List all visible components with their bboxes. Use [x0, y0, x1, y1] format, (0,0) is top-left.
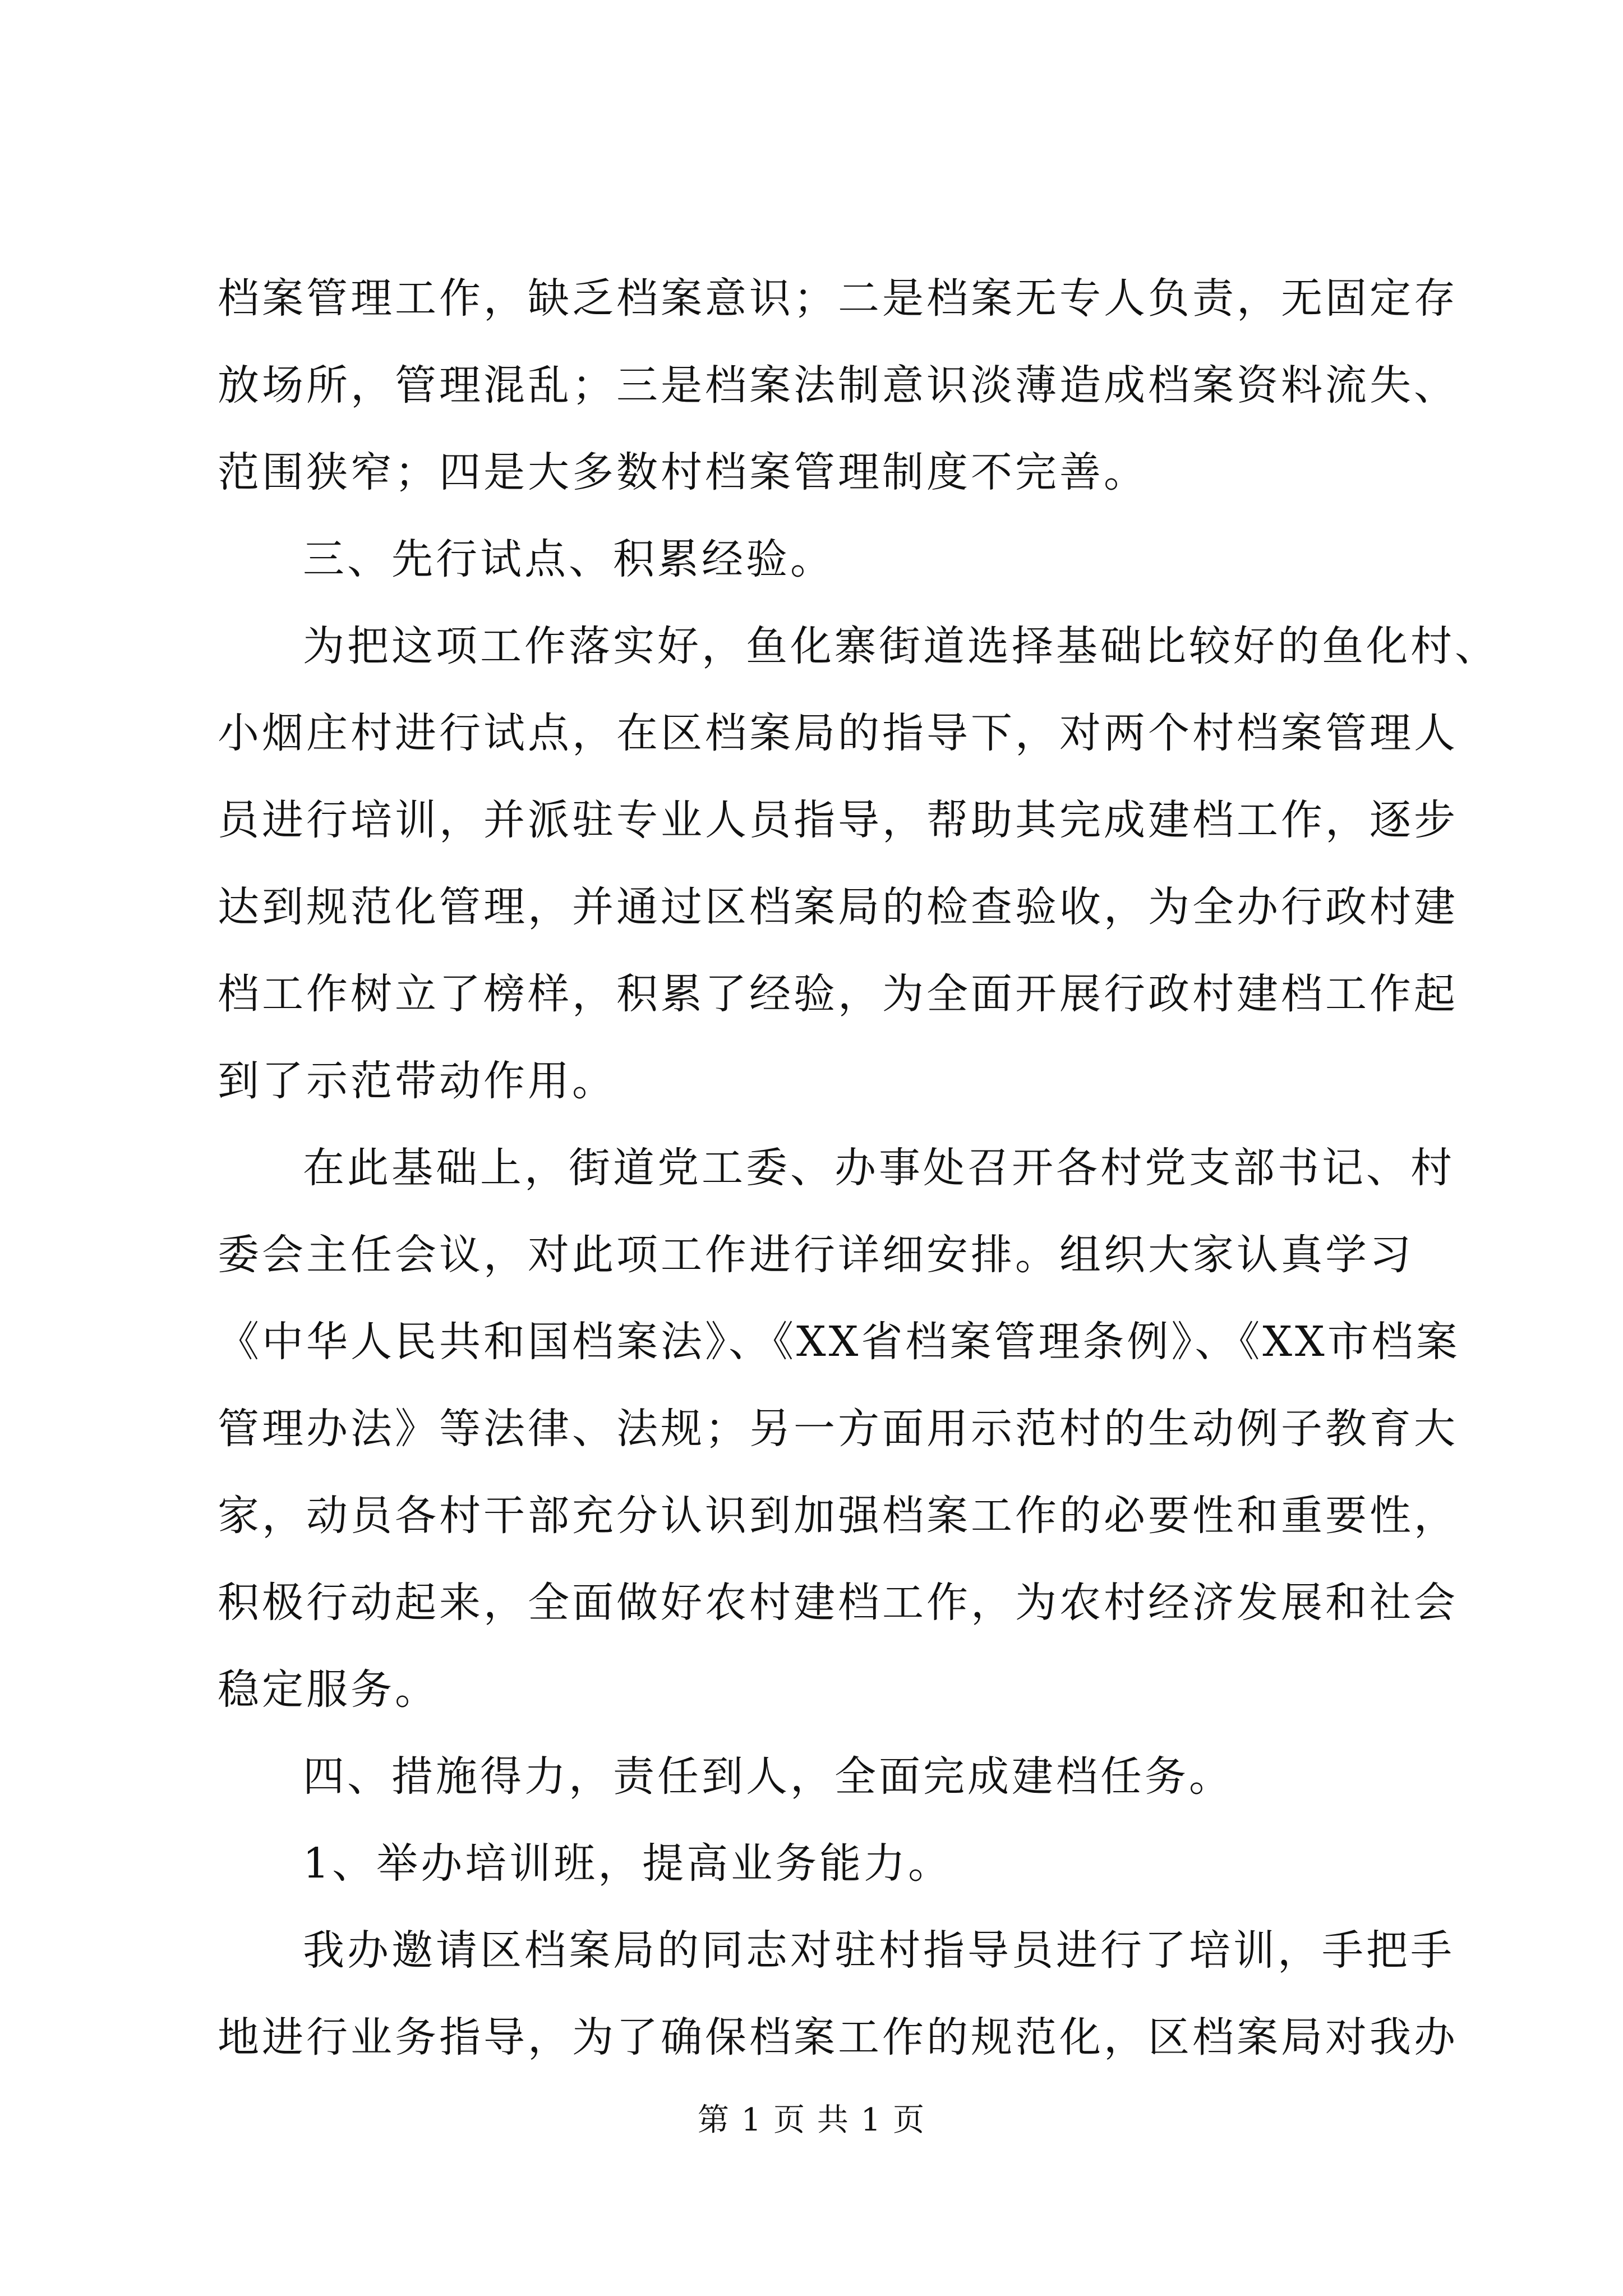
- body-line: 委会主任会议，对此项工作进行详细安排。组织大家认真学习: [218, 1231, 1414, 1279]
- body-line: 档案管理工作，缺乏档案意识；二是档案无专人负责，无固定存: [218, 274, 1458, 323]
- body-line: 家，动员各村干部充分认识到加强档案工作的必要性和重要性，: [218, 1492, 1458, 1540]
- body-line: 达到规范化管理，并通过区档案局的检查验收，为全办行政村建: [218, 883, 1458, 931]
- document-body: [218, 255, 1499, 2081]
- body-line: 稳定服务。: [218, 1665, 439, 1714]
- body-line: 地进行业务指导，为了确保档案工作的规范化，区档案局对我办: [218, 2013, 1458, 2062]
- body-line: 到了示范带动作用。: [218, 1057, 616, 1105]
- body-line: 员进行培训，并派驻专业人员指导，帮助其完成建档工作，逐步: [218, 796, 1458, 844]
- body-line: 放场所，管理混乱；三是档案法制意识淡薄造成档案资料流失、: [218, 361, 1458, 409]
- body-line: 管理办法》等法律、法规；另一方面用示范村的生动例子教育大: [218, 1405, 1458, 1453]
- section-heading-3: 三、先行试点、积累经验。: [303, 535, 834, 583]
- paragraph-start-line: 我办邀请区档案局的同志对驻村指导员进行了培训，手把手: [303, 1926, 1455, 1975]
- paragraph-start-line: 为把这项工作落实好，鱼化寨街道选择基础比较好的鱼化村、: [303, 622, 1499, 670]
- section-heading-4: 四、措施得力，责任到人，全面完成建档任务。: [303, 1752, 1233, 1801]
- body-line: 档工作树立了榜样，积累了经验，为全面开展行政村建档工作起: [218, 970, 1458, 1018]
- subheading-1: 1、举办培训班，提高业务能力。: [303, 1839, 953, 1888]
- body-line: 《中华人民共和国档案法》、《XX省档案管理条例》、《XX市档案: [218, 1318, 1460, 1366]
- page-footer: 第 1 页 共 1 页: [697, 2102, 926, 2138]
- body-line: 范围狭窄；四是大多数村档案管理制度不完善。: [218, 448, 1148, 496]
- body-line: 积极行动起来，全面做好农村建档工作，为农村经济发展和社会: [218, 1579, 1458, 1627]
- body-line: 小烟庄村进行试点，在区档案局的指导下，对两个村档案管理人: [218, 709, 1458, 757]
- paragraph-start-line: 在此基础上，街道党工委、办事处召开各村党支部书记、村: [303, 1144, 1455, 1192]
